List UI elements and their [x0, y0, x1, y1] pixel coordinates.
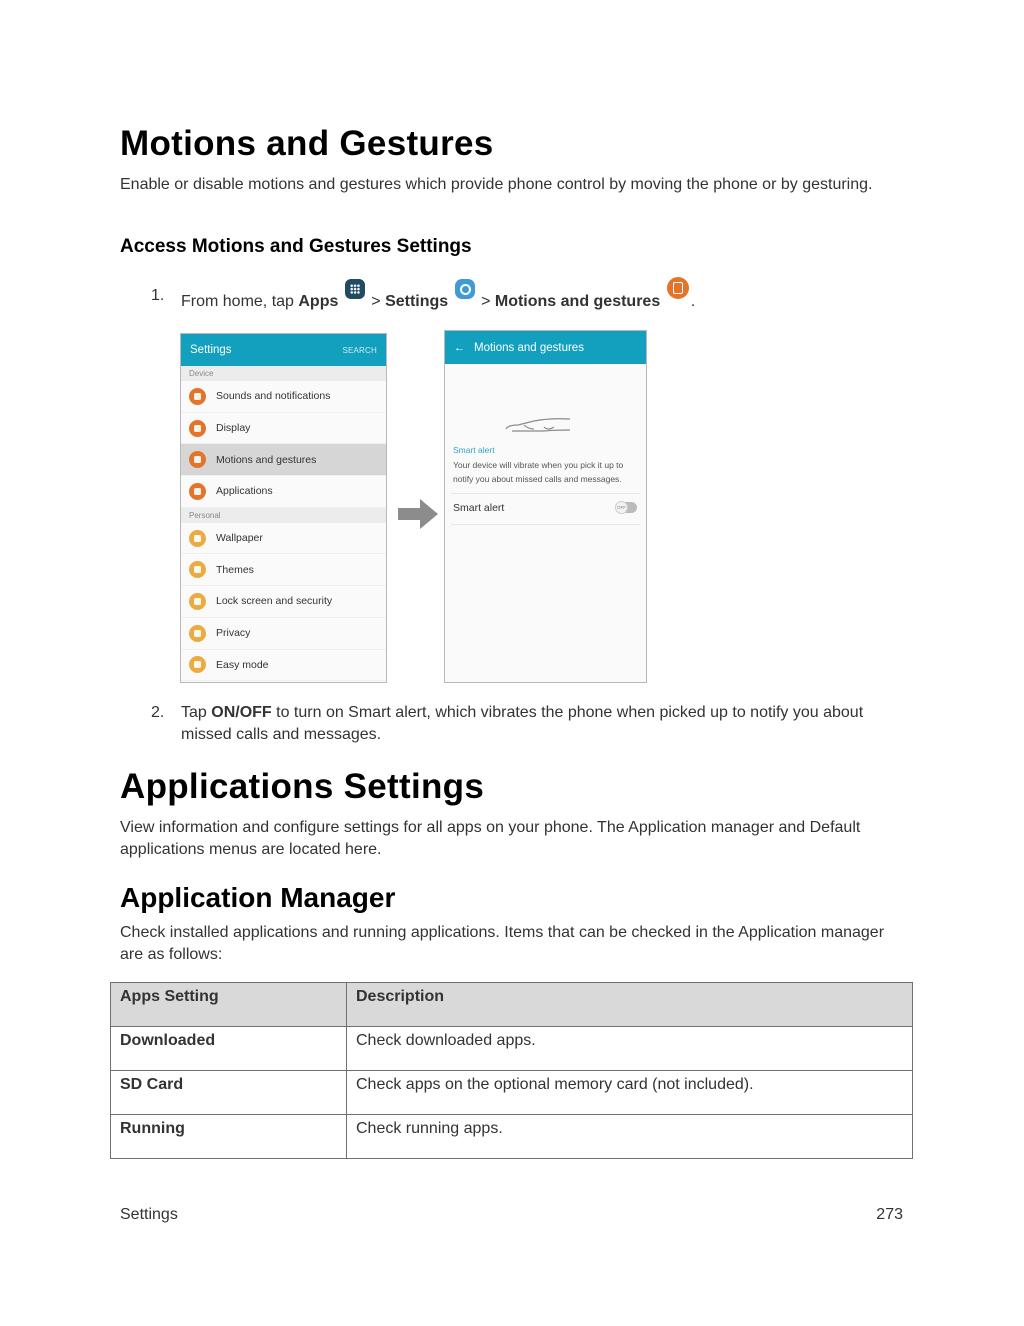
settings-icon — [455, 279, 475, 299]
search-button[interactable]: SEARCH — [342, 345, 377, 355]
on-off-label: ON/OFF — [211, 704, 272, 721]
table-cell-description: Check downloaded apps. — [347, 1027, 913, 1071]
motions-label: Motions and gestures — [494, 293, 661, 310]
table-cell-setting: SD Card — [111, 1071, 347, 1115]
divider — [451, 524, 640, 525]
table-cell-setting: Downloaded — [111, 1027, 347, 1071]
table-cell-description: Check apps on the optional memory card (not included). — [347, 1071, 913, 1115]
separator: > — [476, 293, 495, 310]
footer-section-name: Settings — [120, 1206, 178, 1223]
application-manager-heading: Application Manager — [120, 882, 396, 913]
motions-screenshot — [444, 330, 647, 683]
motions-title: Motions and gestures — [474, 341, 584, 354]
item-label: Display — [216, 422, 251, 435]
settings-item-wallpaper[interactable] — [181, 523, 386, 555]
speaker-icon — [189, 388, 206, 405]
table-header-row — [111, 983, 913, 1027]
step-1-number: 1. — [151, 287, 165, 304]
motions-app-bar — [445, 331, 646, 364]
motions-and-gestures-icon — [667, 277, 689, 299]
settings-item-themes[interactable] — [181, 554, 386, 586]
settings-item-privacy[interactable] — [181, 618, 386, 650]
access-settings-heading: Access Motions and Gestures Settings — [120, 236, 472, 257]
settings-item-applications[interactable] — [181, 476, 386, 508]
arrow-right-icon — [398, 499, 438, 529]
smart-alert-label: Smart alert — [453, 502, 505, 514]
home-icon — [189, 656, 206, 673]
smart-alert-heading: Smart alert — [453, 445, 495, 455]
section-personal: Personal — [181, 508, 386, 523]
item-label: Lock screen and security — [216, 595, 333, 608]
table-row — [111, 1115, 913, 1159]
step-1-prefix: From home, tap — [181, 293, 299, 310]
application-manager-intro: Check installed applications and running applications. Items that can be checked in the Application manager are as follows: — [120, 924, 885, 963]
table-cell-setting: Running — [111, 1115, 347, 1159]
footer-page-number: 273 — [876, 1206, 903, 1223]
step-2-prefix: Tap — [181, 704, 212, 721]
step-1 — [151, 285, 911, 313]
settings-item-sounds[interactable] — [181, 381, 386, 413]
hand-pickup-illustration-icon — [504, 413, 574, 435]
step-2 — [151, 702, 911, 746]
item-label: Privacy — [216, 627, 251, 640]
page-title-motions-and-gestures: Motions and Gestures — [120, 124, 494, 163]
page-title-applications-settings: Applications Settings — [120, 767, 485, 806]
motions-intro-text: Enable or disable motions and gestures which provide phone control by moving the phone or by gesturing. — [120, 176, 873, 193]
table-cell-description: Check running apps. — [347, 1115, 913, 1159]
wallpaper-icon — [189, 530, 206, 547]
step-2-text: to turn on Smart alert, which vibrates the phone when picked up to notify you about missed calls and messages. — [181, 704, 864, 743]
section-device: Device — [181, 366, 386, 381]
column-header-apps-setting: Apps Setting — [111, 983, 347, 1027]
item-label: Sounds and notifications — [216, 390, 331, 403]
table-row — [111, 1027, 913, 1071]
settings-app-bar — [181, 334, 386, 366]
column-header-description: Description — [347, 983, 913, 1027]
step-1-suffix: . — [690, 293, 696, 310]
item-label: Motions and gestures — [216, 453, 317, 466]
lock-icon — [189, 593, 206, 610]
motions-icon — [189, 451, 206, 468]
item-label: Wallpaper — [216, 532, 263, 545]
apps-setting-table — [110, 982, 913, 1159]
toggle-knob: OFF — [615, 501, 628, 514]
back-arrow-icon[interactable]: ← — [454, 341, 465, 354]
display-icon — [189, 420, 206, 437]
smart-alert-description: Your device will vibrate when you pick it up to notify you about missed calls and messages. — [453, 460, 624, 484]
settings-item-display[interactable] — [181, 413, 386, 445]
applications-intro-text: View information and configure settings for all apps on your phone. The Application manager and Default applications menus are located here. — [120, 819, 861, 858]
table-row — [111, 1071, 913, 1115]
themes-icon — [189, 561, 206, 578]
apps-label: Apps — [298, 293, 339, 310]
step-2-number: 2. — [151, 704, 165, 721]
privacy-icon — [189, 625, 206, 642]
apps-icon — [345, 279, 365, 299]
applications-icon — [189, 483, 206, 500]
settings-item-lock-screen[interactable] — [181, 586, 386, 618]
smart-alert-toggle[interactable] — [615, 502, 637, 513]
item-label: Themes — [216, 563, 254, 576]
separator: > — [366, 293, 386, 310]
settings-item-motions[interactable] — [181, 444, 386, 476]
settings-screenshot — [180, 333, 387, 683]
item-label: Easy mode — [216, 658, 269, 671]
divider — [451, 493, 640, 494]
settings-label: Settings — [385, 293, 449, 310]
settings-title: Settings — [190, 344, 232, 356]
item-label: Applications — [216, 485, 273, 498]
settings-item-easy-mode[interactable] — [181, 650, 386, 682]
